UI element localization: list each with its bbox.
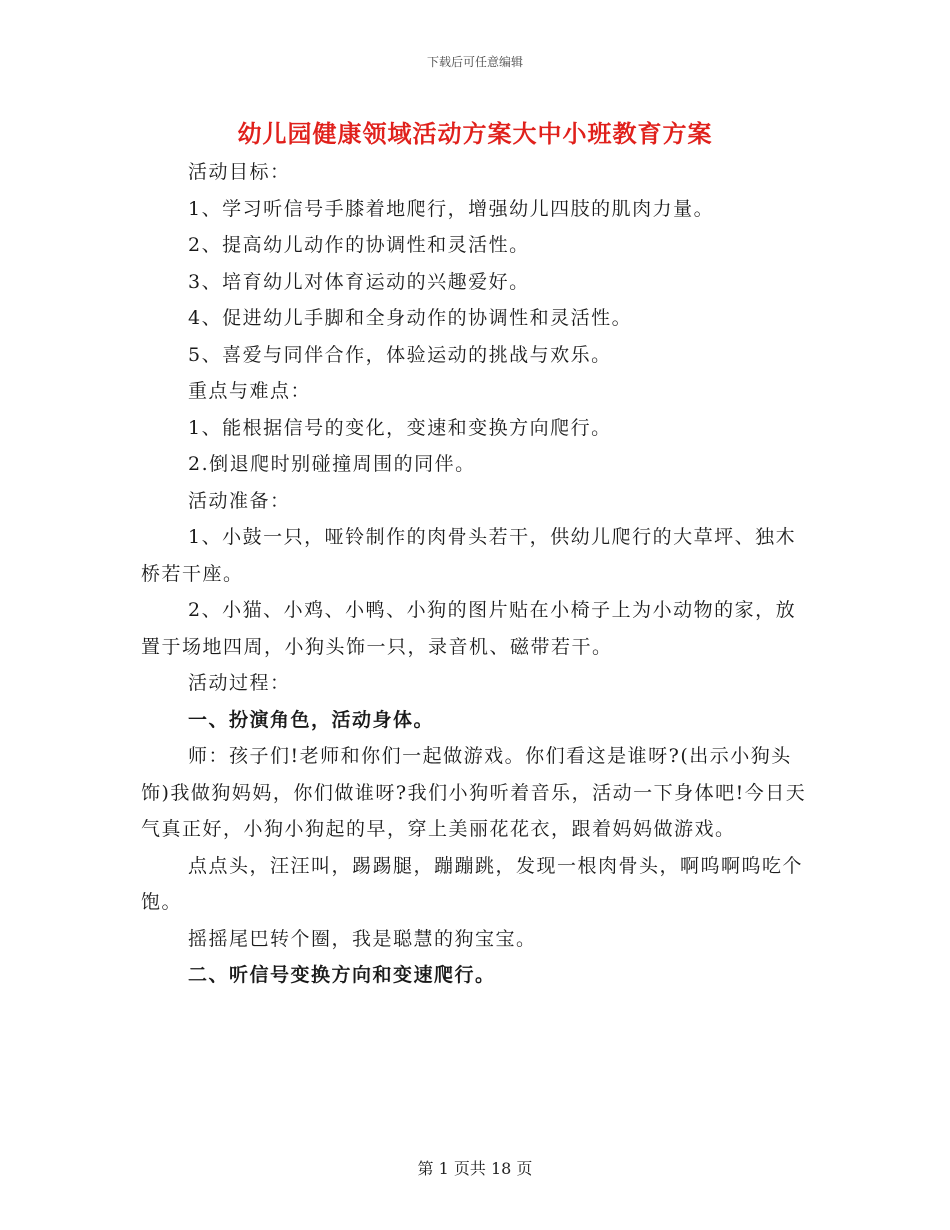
paragraph: 活动过程：: [188, 672, 291, 694]
paragraph: 4、促进幼儿手脚和全身动作的协调性和灵活性。: [188, 307, 633, 329]
paragraph: 5、喜爱与同伴合作，体验运动的挑战与欢乐。: [188, 343, 612, 366]
paragraph: 活动目标：: [188, 161, 291, 183]
paragraph: 师：孩子们!老师和你们一起做游戏。你们看这是谁呀?(出示小狗头饰)我做狗妈妈，你们做谁呀?我们小狗听着音乐，活动一下身体吧!今日天气真正好，小狗小狗起的早，穿上美丽花花衣，跟着妈妈做游戏。: [141, 745, 807, 840]
paragraph: 1、能根据信号的变化，变速和变换方向爬行。: [188, 416, 612, 439]
paragraph: 2.倒退爬时别碰撞周围的同伴。: [188, 453, 476, 475]
paragraph: 1、学习听信号手膝着地爬行，增强幼儿四肢的肌肉力量。: [188, 197, 715, 220]
paragraph: 重点与难点：: [188, 380, 312, 402]
paragraph: 2、提高幼儿动作的协调性和灵活性。: [188, 234, 530, 256]
paragraph: 点点头，汪汪叫，踢踢腿，蹦蹦跳，发现一根肉骨头，啊呜啊呜吃个饱。: [141, 854, 804, 913]
paragraph: 活动准备：: [188, 489, 291, 512]
section-heading: 二、听信号变换方向和变速爬行。: [188, 964, 496, 986]
paragraph: 摇摇尾巴转个圈，我是聪慧的狗宝宝。: [188, 927, 537, 950]
document-body: [141, 154, 811, 994]
paragraph: 3、培育幼儿对体育运动的兴趣爱好。: [188, 270, 530, 293]
section-heading: 一、扮演角色，活动身体。: [188, 708, 435, 731]
document-title: 幼儿园健康领域活动方案大中小班教育方案: [237, 119, 713, 148]
paragraph: 2、小猫、小鸡、小鸭、小狗的图片贴在小椅子上为小动物的家，放置于场地四周，小狗头饰一只，录音机、磁带若干。: [141, 599, 797, 658]
page-footer: 第 1 页共 18 页: [417, 1159, 533, 1178]
paragraph: 1、小鼓一只，哑铃制作的肉骨头若干，供幼儿爬行的大草坪、独木桥若干座。: [141, 526, 797, 585]
page-header: 下载后可任意编辑: [426, 55, 523, 69]
